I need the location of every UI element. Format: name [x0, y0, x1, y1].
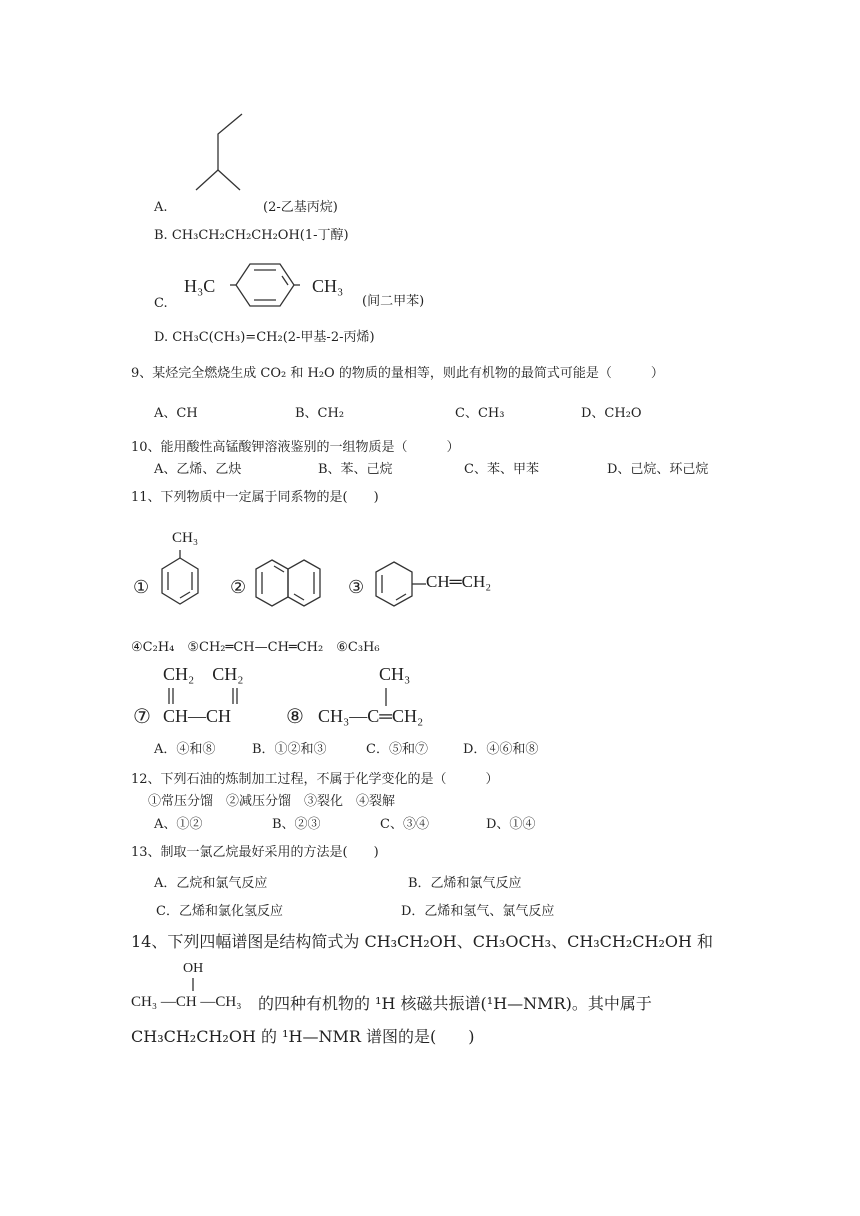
- q9-option-a: A、CH: [154, 406, 198, 421]
- q11-s8-main: CH₃—C═CH₂: [318, 706, 424, 726]
- q11-option-c: C．⑤和⑦: [366, 742, 428, 757]
- q14-line-1: 14、下列四幅谱图是结构简式为 CH₃CH₂OH、CH₃OCH₃、CH₃CH₂CH₂OH 和: [131, 932, 714, 951]
- q14-oh-group: OH: [183, 961, 204, 976]
- q10-option-d: D、己烷、环己烷: [607, 462, 709, 477]
- q11-s8-top: CH₃: [379, 664, 411, 684]
- q14-line-2: 的四种有机物的 ¹H 核磁共振谱(¹H—NMR)。其中属于: [258, 994, 652, 1013]
- q13-option-c: C．乙烯和氯化氢反应: [156, 904, 283, 919]
- q11-toluene-methyl: CH₃: [172, 530, 199, 546]
- s8-methyl-bond: [380, 686, 400, 708]
- q10-option-c: C、苯、甲苯: [464, 462, 539, 477]
- q11-option-a: A．④和⑧: [154, 742, 216, 757]
- q14-isopropanol-chain: CH₃ —CH —CH₃: [131, 994, 242, 1010]
- q13-option-a: A．乙烷和氯气反应: [154, 876, 268, 891]
- skeletal-2-ethylpropane: [192, 112, 252, 197]
- s7-double-bonds: [163, 686, 253, 708]
- q11-label-1: ①: [133, 577, 150, 598]
- q14-oh-bond: [188, 977, 198, 993]
- naphthalene-rings: [254, 558, 326, 618]
- q11-option-b: B．①②和③: [252, 742, 327, 757]
- styrene-vinyl: CH═CH₂: [426, 572, 492, 591]
- q13-stem: 13、制取一氯乙烷最好采用的方法是( ): [131, 845, 379, 860]
- q12-option-d: D、①④: [486, 817, 536, 832]
- q14-line-3: CH₃CH₂CH₂OH 的 ¹H—NMR 谱图的是( ): [131, 1027, 475, 1046]
- benzene-ring-xylene: [236, 262, 296, 312]
- q8-a-label: A.: [154, 200, 168, 215]
- q11-s7-top: CH₂ CH₂: [163, 664, 244, 684]
- q11-label-3: ③: [348, 577, 365, 598]
- q10-option-a: A、乙烯、乙炔: [154, 462, 242, 477]
- q8-a-name: (2-乙基丙烷): [263, 200, 338, 215]
- q8-c-label: C.: [154, 296, 168, 311]
- q12-option-a: A、①②: [154, 817, 203, 832]
- q8-c-name: (间二甲苯): [362, 294, 425, 309]
- xylene-right-methyl: CH₃: [312, 276, 344, 296]
- q12-stem: 12、下列石油的炼制加工过程，不属于化学变化的是（ ）: [131, 772, 499, 787]
- q12-option-c: C、③④: [380, 817, 429, 832]
- q9-option-d: D、CH₂O: [581, 406, 642, 421]
- q10-option-b: B、苯、己烷: [318, 462, 393, 477]
- q12-items: ①常压分馏 ②减压分馏 ③裂化 ④裂解: [148, 794, 396, 809]
- q11-label-8: ⑧: [286, 704, 304, 728]
- styrene-ring: [374, 558, 430, 616]
- q11-option-d: D．④⑥和⑧: [463, 742, 539, 757]
- q9-stem: 9、某烃完全燃烧生成 CO₂ 和 H₂O 的物质的量相等，则此有机物的最简式可能是（ ）: [131, 366, 664, 381]
- q10-stem: 10、能用酸性高锰酸钾溶液鉴别的一组物质是（ ）: [131, 440, 460, 455]
- q9-option-b: B、CH₂: [295, 406, 345, 421]
- q9-option-c: C、CH₃: [455, 406, 505, 421]
- q12-option-b: B、②③: [272, 817, 321, 832]
- q13-option-d: D．乙烯和氢气、氯气反应: [401, 904, 555, 919]
- xylene-left-methyl: H₃C: [184, 276, 216, 296]
- q13-option-b: B．乙烯和氯气反应: [408, 876, 522, 891]
- q11-s7-bottom: CH—CH: [163, 706, 232, 726]
- q11-compounds-4-5-6: ④C₂H₄ ⑤CH₂═CH—CH═CH₂ ⑥C₃H₆: [131, 640, 380, 655]
- toluene-ring: [160, 550, 200, 614]
- q11-label-2: ②: [230, 577, 247, 598]
- q11-stem: 11、下列物质中一定属于同系物的是( ): [131, 490, 379, 505]
- q11-label-7: ⑦: [133, 704, 151, 728]
- q8-option-b: B. CH₃CH₂CH₂CH₂OH(1-丁醇): [154, 228, 349, 243]
- q8-option-d: D. CH₃C(CH₃)=CH₂(2-甲基-2-丙烯): [154, 330, 375, 345]
